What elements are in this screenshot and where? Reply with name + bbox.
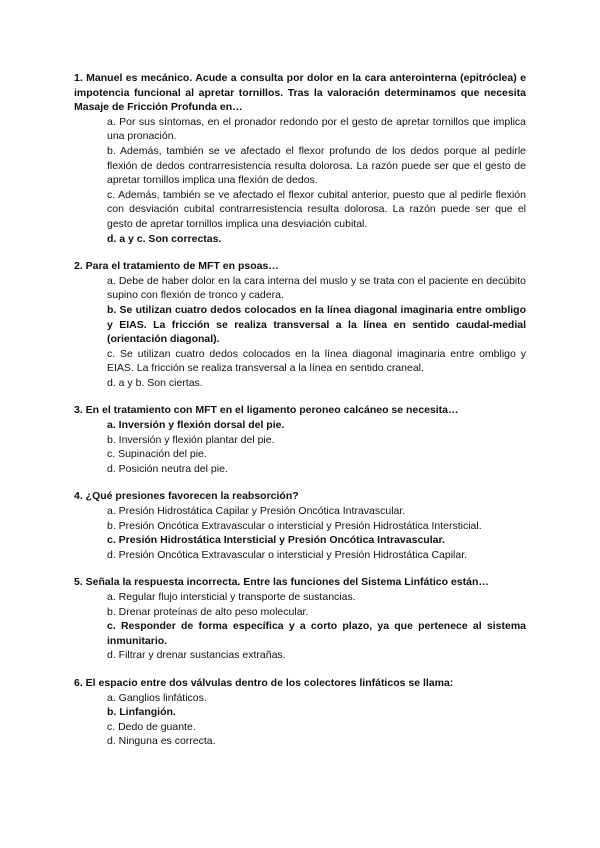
answer-option: a. Por sus síntomas, en el pronador redondo por el gesto de apretar tornillos que implica una pronación. xyxy=(107,115,526,143)
question-text: 1. Manuel es mecánico. Acude a consulta por dolor en la cara anterointerna (epitróclea) e impotencia funcional al apretar tornillos. Tras la valoración determinamos que necesita Masaje de Fricción Profunda en… xyxy=(74,72,526,114)
answer-option: d. Filtrar y drenar sustancias extrañas. xyxy=(107,649,286,662)
correct-option: b. Se utilizan cuatro dedos colocados en la línea diagonal imaginaria entre ombligo y EIAS. La fricción se realiza transversal a la línea en sentido caudal-medial (orientación diagonal). xyxy=(107,303,526,346)
answer-option: a. Debe de haber dolor en la cara interna del muslo y se trata con el paciente en decúbito supino con flexión de tronco y cadera. xyxy=(107,274,526,302)
answer-option: c. Dedo de guante. xyxy=(107,720,196,733)
answer-option: a. Ganglios linfáticos. xyxy=(107,691,207,704)
answer-option: c. Además, también se ve afectado el flexor cubital anterior, puesto que al pedirle flexión con desviación cubital contrarresistencia resulta dolorosa. La razón puede ser que el gesto de apretar tornillos implica una desviación cubital. xyxy=(107,188,526,230)
answer-option: d. Presión Oncótica Extravascular o intersticial y Presión Hidrostática Capilar. xyxy=(107,548,468,561)
option-list xyxy=(74,274,526,391)
question-text: 2. Para el tratamiento de MFT en psoas… xyxy=(74,260,279,273)
answer-option: b. Drenar proteínas de alto peso molecular. xyxy=(107,605,309,618)
answer-option: b. Presión Oncótica Extravascular o intersticial y Presión Hidrostática Intersticial. xyxy=(107,519,482,532)
question-text: 6. El espacio entre dos válvulas dentro de los colectores linfáticos se llama: xyxy=(74,676,454,689)
correct-option: b. Linfangión. xyxy=(107,706,176,719)
answer-option: b. Inversión y flexión plantar del pie. xyxy=(107,433,275,446)
question-4 xyxy=(74,489,526,562)
answer-option: c. Se utilizan cuatro dedos colocados en la línea diagonal imaginaria entre ombligo y EIAS. La fricción se realiza transversal a la línea en sentido craneal. xyxy=(107,347,526,375)
answer-option: d. Posición neutra del pie. xyxy=(107,462,228,475)
question-text: 4. ¿Qué presiones favorecen la reabsorción? xyxy=(74,490,299,503)
correct-option: a. Inversión y flexión dorsal del pie. xyxy=(107,419,285,432)
answer-option: b. Además, también se ve afectado el flexor profundo de los dedos porque al pedirle flexión de dedos contrarresistencia resulta dolorosa. La razón puede ser que el gesto de apretar tornillos implica una flexión de dedos. xyxy=(107,144,526,187)
option-list xyxy=(74,418,526,476)
question-list xyxy=(74,71,526,749)
answer-option: d. a y b. Son ciertas. xyxy=(107,376,203,389)
question-3 xyxy=(74,403,526,476)
answer-option: d. Ninguna es correcta. xyxy=(107,735,216,748)
option-list xyxy=(74,115,526,246)
option-list xyxy=(74,691,526,749)
question-text: 5. Señala la respuesta incorrecta. Entre las funciones del Sistema Linfático están… xyxy=(74,576,489,589)
correct-option: c. Responder de forma específica y a corto plazo, ya que pertenece al sistema inmunitario. xyxy=(107,620,526,647)
question-5 xyxy=(74,575,526,663)
correct-option: c. Presión Hidrostática Intersticial y Presión Oncótica Intravascular. xyxy=(107,534,445,547)
question-text: 3. En el tratamiento con MFT en el ligamento peroneo calcáneo se necesita… xyxy=(74,404,459,417)
answer-option: a. Presión Hidrostática Capilar y Presión Oncótica Intravascular. xyxy=(107,505,406,518)
question-2 xyxy=(74,259,526,390)
correct-option: d. a y c. Son correctas. xyxy=(107,232,222,245)
answer-option: c. Supinación del pie. xyxy=(107,448,207,461)
question-1 xyxy=(74,71,526,246)
question-6 xyxy=(74,676,526,749)
option-list xyxy=(74,504,526,562)
option-list xyxy=(74,590,526,663)
answer-option: a. Regular flujo intersticial y transporte de sustancias. xyxy=(107,591,356,603)
